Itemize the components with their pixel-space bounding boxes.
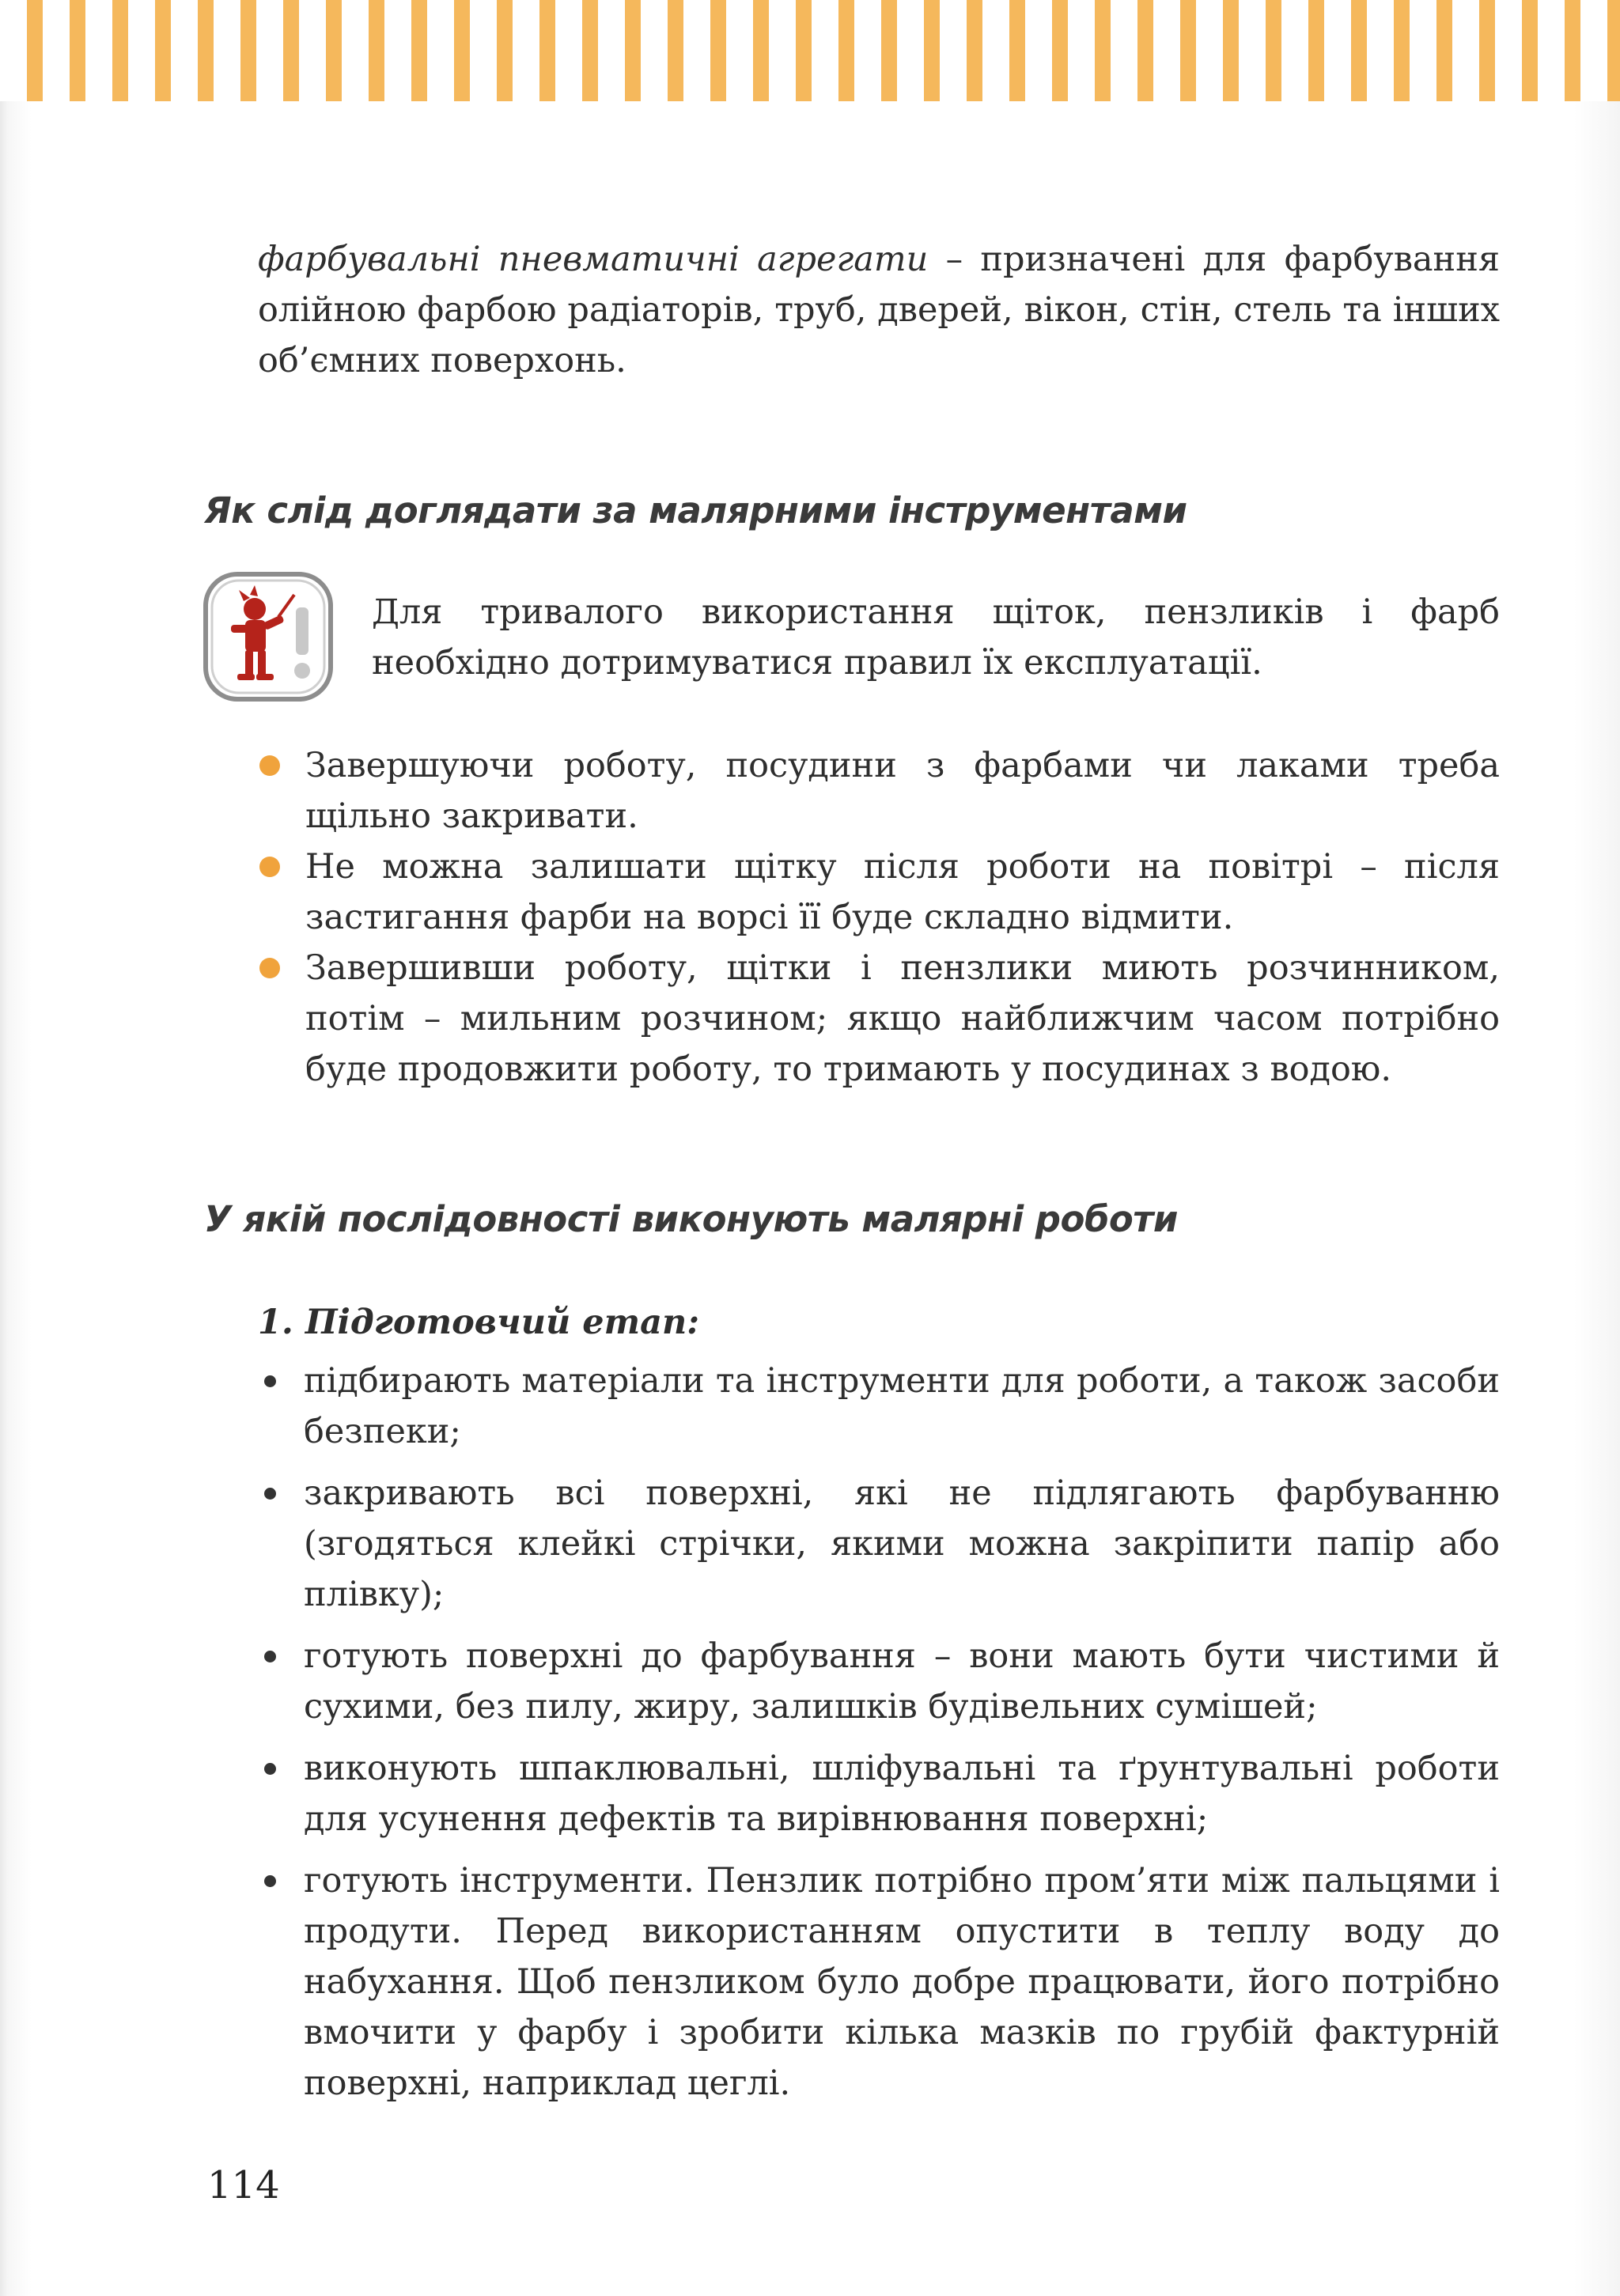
- list-item: Не можна залишати щітку після роботи на повітрі – після застигання фарби на ворсі її буде складно відмити.: [305, 842, 1500, 943]
- decorative-stripe-header: [0, 0, 1620, 101]
- list-item: готують поверхні до фарбування – вони мають бути чистими й сухими, без пилу, жиру, залишків будівельних сумішей;: [304, 1631, 1500, 1732]
- list-item: закривають всі поверхні, які не підлягають фарбуванню (згодяться клейкі стрічки, якими можна закріпити папір або плівку);: [304, 1468, 1500, 1620]
- bullet-icon: [259, 958, 280, 978]
- intro-paragraph: [258, 234, 1500, 386]
- bullet-icon: [264, 1763, 276, 1775]
- bullet-icon: [264, 1875, 276, 1887]
- list-item: готують інструменти. Пензлик потрібно пром’яти між пальцями і продути. Перед використанням опустити в теплу воду до набухання. Щоб пензликом було добре працювати, його потрібно вмочити у фарбу і зробити кілька мазків по грубій фактурній поверхні, наприклад цеглі.: [304, 1855, 1500, 2109]
- section-heading-tool-care: Як слід доглядати за малярними інструментами: [204, 490, 1187, 531]
- list-item: підбирають матеріали та інструменти для роботи, а також засоби безпеки;: [304, 1356, 1500, 1457]
- care-rules-list: [305, 740, 1500, 1095]
- preparation-steps-list: [304, 1356, 1500, 2109]
- attention-icon: [202, 571, 334, 702]
- bullet-icon: [264, 1488, 276, 1500]
- intro-text: – призначені для фарбування олійною фарбою радіаторів, труб, дверей, вікон, стін, стель та інших об’ємних поверхонь.: [258, 240, 1500, 380]
- section-heading-work-sequence: У якій послідовності виконують малярні роботи: [204, 1198, 1178, 1240]
- bullet-icon: [259, 857, 280, 877]
- list-item: виконують шпаклювальні, шліфувальні та ґрунтувальні роботи для усунення дефектів та вирівнювання поверхні;: [304, 1743, 1500, 1844]
- care-note: Для тривалого використання щіток, пензликів і фарб необхідно дотримуватися правил їх експлуатації.: [372, 592, 1500, 683]
- bullet-icon: [264, 1651, 276, 1662]
- stage-title: 1. Підготовчий етап:: [258, 1303, 700, 1342]
- intro-term: фарбувальні пневматичні агрегати: [258, 240, 929, 279]
- list-item: Завершивши роботу, щітки і пензлики миють розчинником, потім – мильним розчином; якщо найближчим часом потрібно буде продовжити роботу, то тримають у посудинах з водою.: [305, 943, 1500, 1095]
- list-item: Завершуючи роботу, посудини з фарбами чи лаками треба щільно закривати.: [305, 740, 1500, 842]
- bullet-icon: [264, 1375, 276, 1387]
- bullet-icon: [259, 755, 280, 776]
- page-number: 114: [207, 2163, 280, 2207]
